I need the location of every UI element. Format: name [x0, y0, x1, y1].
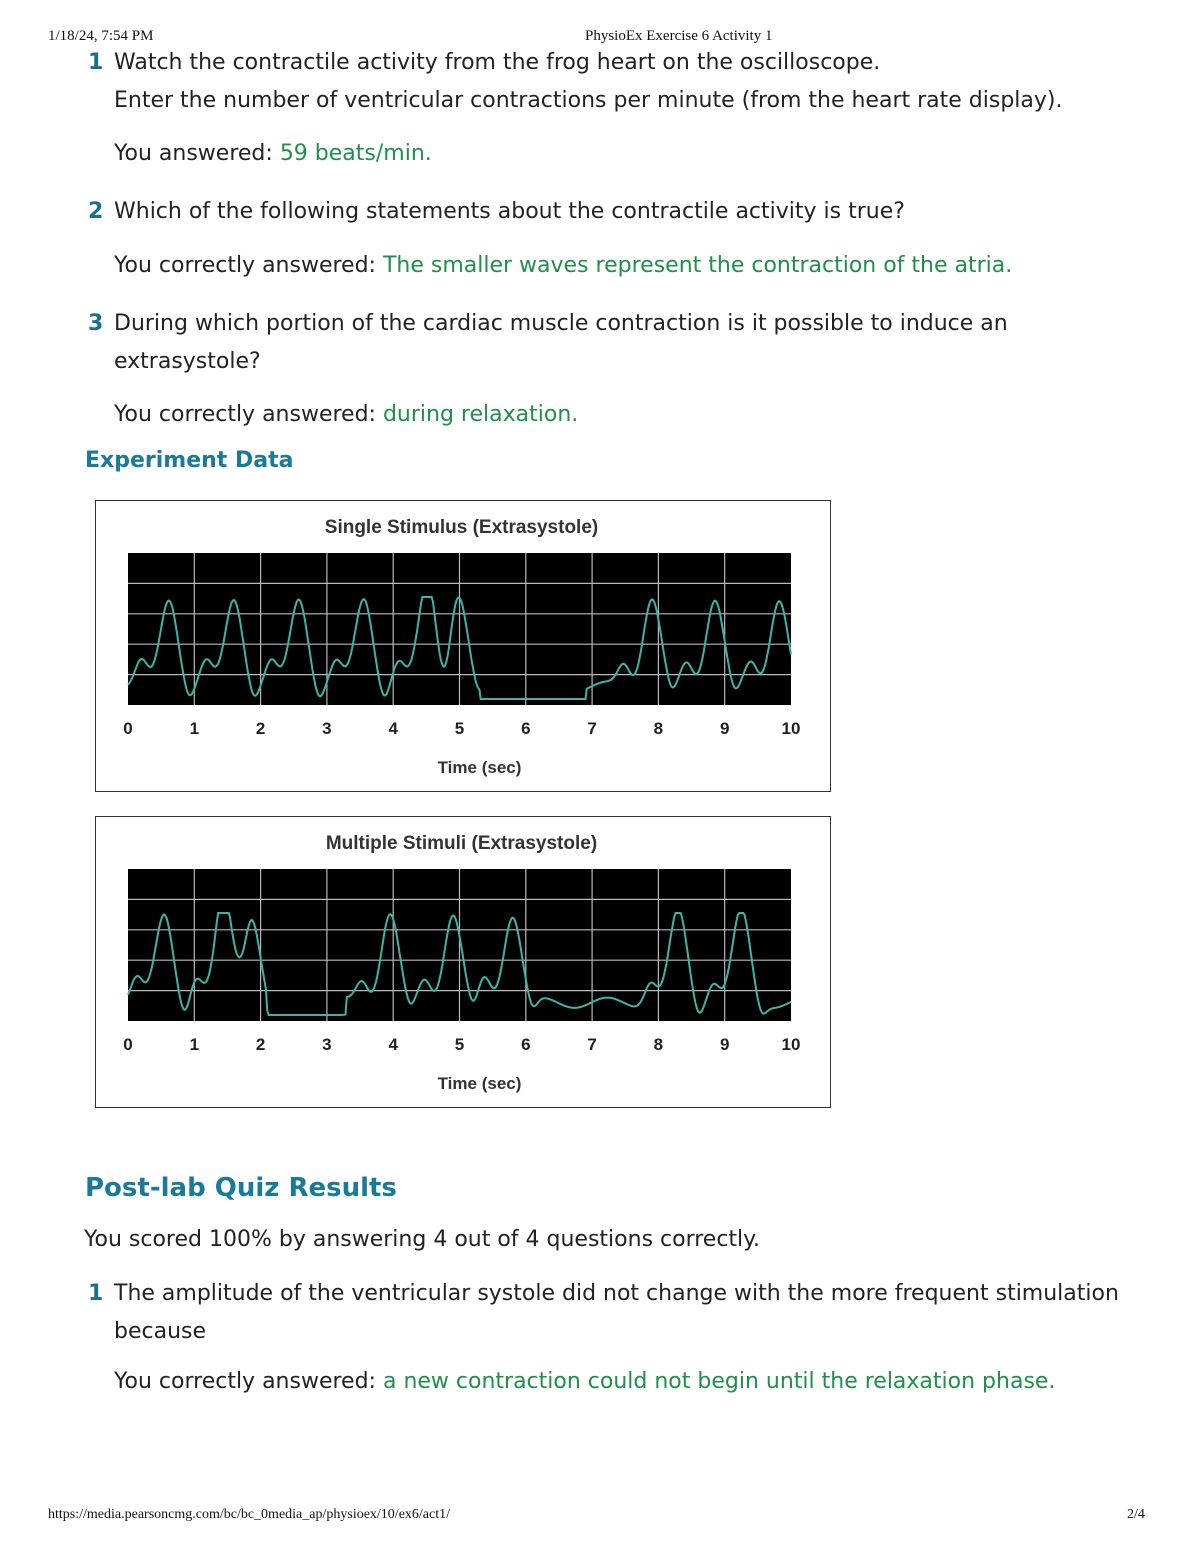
prelab-question-3 — [88, 305, 1028, 381]
answer-prefix: You correctly answered: — [114, 253, 376, 278]
chart-multiple-stimuli — [95, 816, 831, 1108]
prelab-question-1 — [88, 44, 1128, 120]
page-number: 2/4 — [1127, 1507, 1145, 1522]
experiment-data-heading: Experiment Data — [85, 448, 294, 473]
print-url: https://media.pearsoncmg.com/bc/bc_0media_ap/physioex/10/ex6/act1/ — [48, 1507, 451, 1522]
x-tick-label: 5 — [454, 1035, 465, 1054]
x-tick-label: 10 — [781, 719, 801, 738]
x-tick-label: 8 — [653, 1035, 664, 1054]
x-tick-label: 3 — [322, 1035, 332, 1054]
chart-title: Single Stimulus (Extrasystole) — [324, 517, 599, 538]
x-tick-label: 2 — [255, 719, 266, 738]
x-tick-label: 6 — [521, 719, 531, 738]
x-tick-label: 8 — [653, 719, 664, 738]
x-tick-label: 1 — [189, 1035, 200, 1054]
x-tick-label: 9 — [719, 719, 730, 738]
prelab-question-2 — [88, 193, 1128, 231]
x-tick-label: 2 — [255, 1035, 266, 1054]
prelab-answer-2 — [114, 251, 1012, 281]
print-date: 1/18/24, 7:54 PM — [48, 28, 154, 44]
x-axis-label: Time (sec) — [437, 1074, 522, 1093]
answer-value: The smaller waves represent the contraction of the atria. — [382, 253, 1013, 278]
x-tick-label: 10 — [781, 1035, 801, 1054]
x-tick-label: 7 — [587, 719, 597, 738]
answer-prefix: You correctly answered: — [114, 1369, 376, 1394]
postlab-question-1 — [88, 1275, 1138, 1351]
postlab-answer-1 — [114, 1367, 1055, 1397]
question-text: Which of the following statements about the contractile activity is true? — [114, 199, 905, 224]
chart-single-stimulus — [95, 500, 831, 792]
postlab-heading: Post-lab Quiz Results — [85, 1173, 397, 1203]
question-number: 1 — [88, 50, 104, 75]
x-tick-label: 1 — [189, 719, 200, 738]
x-tick-label: 6 — [521, 1035, 531, 1054]
print-title: PhysioEx Exercise 6 Activity 1 — [585, 28, 773, 44]
x-tick-label: 4 — [388, 1035, 398, 1054]
chart-svg — [96, 501, 832, 793]
chart-title: Multiple Stimuli (Extrasystole) — [325, 833, 598, 854]
x-tick-label: 9 — [719, 1035, 730, 1054]
question-text: During which portion of the cardiac muscle contraction is it possible to induce an extrasystole? — [114, 311, 1008, 374]
answer-prefix: You correctly answered: — [114, 402, 376, 427]
prelab-answer-3 — [114, 400, 578, 430]
question-text: Watch the contractile activity from the frog heart on the oscilloscope. — [114, 50, 881, 75]
postlab-score: You scored 100% by answering 4 out of 4 questions correctly. — [84, 1227, 761, 1252]
x-axis-label: Time (sec) — [437, 758, 522, 777]
x-tick-label: 5 — [454, 719, 465, 738]
question-text: The amplitude of the ventricular systole did not change with the more frequent stimulation because — [114, 1281, 1119, 1344]
prelab-answer-1 — [114, 139, 432, 169]
x-tick-label: 0 — [123, 719, 133, 738]
question-text-2: Enter the number of ventricular contractions per minute (from the heart rate display). — [114, 88, 1063, 113]
question-number: 3 — [88, 311, 104, 336]
x-tick-label: 7 — [587, 1035, 597, 1054]
x-tick-label: 0 — [123, 1035, 133, 1054]
answer-value: 59 beats/min. — [279, 141, 432, 166]
answer-prefix: You answered: — [114, 141, 273, 166]
answer-value: a new contraction could not begin until the relaxation phase. — [382, 1369, 1056, 1394]
question-number: 2 — [88, 199, 104, 224]
chart-svg — [96, 817, 832, 1109]
answer-value: during relaxation. — [382, 402, 579, 427]
x-tick-label: 3 — [322, 719, 332, 738]
x-tick-label: 4 — [388, 719, 398, 738]
question-number: 1 — [88, 1281, 104, 1306]
